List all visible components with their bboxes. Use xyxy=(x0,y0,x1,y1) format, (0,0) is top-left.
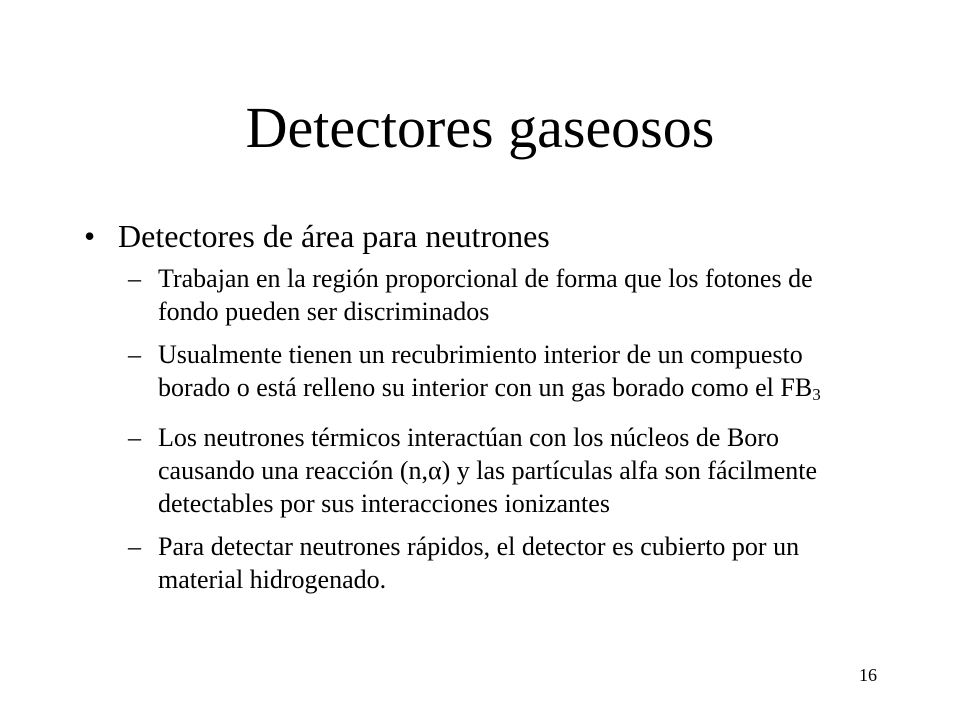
sub-bullet-item xyxy=(128,421,868,520)
main-bullet xyxy=(84,216,884,256)
sub-bullet-text: Los neutrones térmicos interactúan con los núcleos de Boro causando una reacción (n,α) y las partículas alfa son fácilmente detectables por sus interacciones ionizantes xyxy=(158,423,818,518)
sub-bullet-list xyxy=(128,262,868,606)
sub-bullet-item xyxy=(128,262,868,328)
slide-title: Detectores gaseosos xyxy=(245,95,715,160)
main-bullet-text: Detectores de área para neutrones xyxy=(118,218,550,254)
sub-bullet-text: Para detectar neutrones rápidos, el detector es cubierto por un material hidrogenado. xyxy=(158,532,800,594)
sub-bullet-text: Trabajan en la región proporcional de forma que los fotones de fondo pueden ser discriminados xyxy=(158,264,813,326)
sub-bullet-item xyxy=(128,338,868,411)
page-number: 16 xyxy=(859,665,877,685)
dash-marker: – xyxy=(128,423,141,452)
dash-marker: – xyxy=(128,532,141,561)
sub-bullet-text xyxy=(158,338,868,411)
bullet-marker: • xyxy=(84,218,96,254)
dash-marker: – xyxy=(128,264,141,293)
sub-bullet-text-main: Usualmente tienen un recubrimiento interior de un compuesto borado o está relleno su interior con un gas borado como el FB xyxy=(158,340,813,402)
sub-bullet-item xyxy=(128,530,868,596)
dash-marker: – xyxy=(128,340,141,369)
subscript-three: 3 xyxy=(812,385,821,404)
